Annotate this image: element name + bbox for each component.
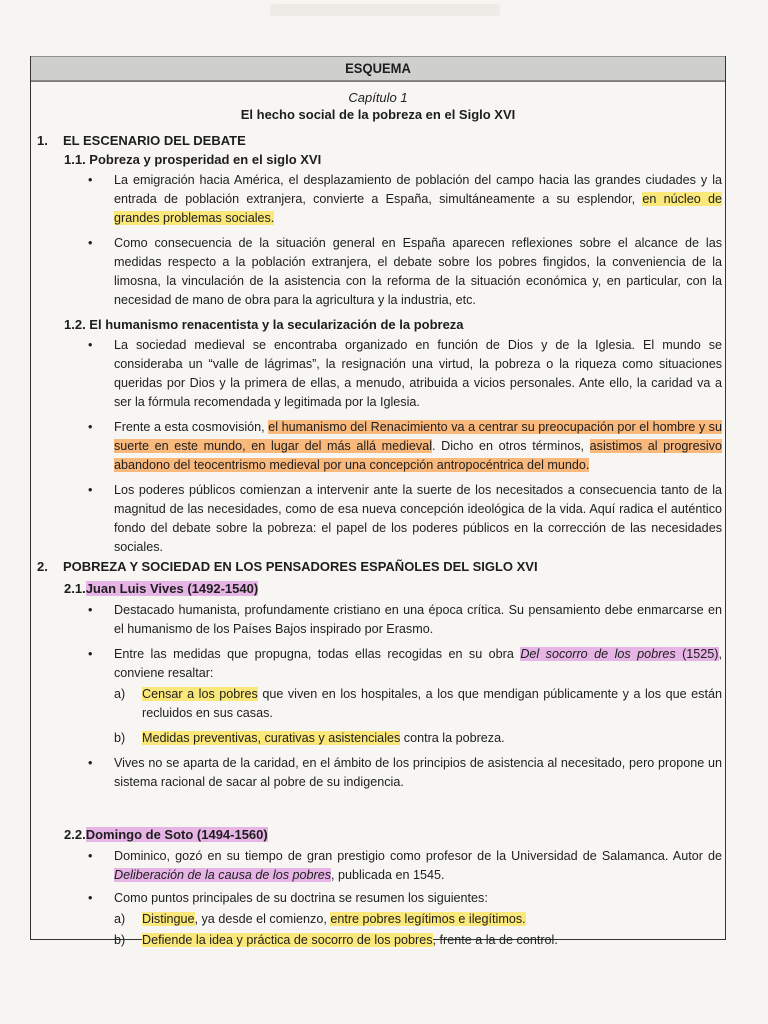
list-item: • Destacado humanista, profundamente cristiano en una época crítica. Su pensamiento debe enmarcarse en el humanismo de los Países Bajos inspirado por Erasmo. xyxy=(88,603,722,636)
schema-header: ESQUEMA xyxy=(31,56,725,81)
section-title: EL ESCENARIO DEL DEBATE xyxy=(63,133,246,148)
highlight: Deliberación de la causa de los pobres xyxy=(114,868,332,882)
section-1-heading xyxy=(37,131,246,150)
lettered-item: a) Distingue, ya desde el comienzo, entre pobres legítimos e ilegítimos. xyxy=(114,912,526,926)
section-number: 1. xyxy=(37,133,48,148)
highlight: Domingo de Soto (1494-1560) xyxy=(85,827,268,842)
highlight: asistimos al progresivo abandono del teocentrismo medieval por una concepción antropocéntrica del mundo. xyxy=(114,439,722,472)
bullet-list xyxy=(86,336,722,557)
list-item: • Como consecuencia de la situación general en España aparecen reflexiones sobre el alcance de las medidas respecto a la población extranjera, el debate sobre los pobres fingidos, la conveniencia de la limosna, la vinculación de la asistencia con la reforma de la situación económica y, en particular, con la necesidad de mano de obra para la agricultura y la industria, etc. xyxy=(88,236,722,307)
bullet-icon: • xyxy=(88,338,93,352)
bullet-list xyxy=(86,847,722,950)
list-item: • La sociedad medieval se encontraba organizado en función de Dios y de la Iglesia. El mundo se consideraba un “valle de lágrimas”, la resignación una virtud, la pobreza o la riqueza como situaciones queridas por Dios y la primera de ellas, a menudo, atribuida a vicios personales. Ante ello, la caridad va a ser la fórmula recomendada y legitimada por la Iglesia. xyxy=(88,338,722,409)
bullet-icon: • xyxy=(88,236,93,250)
section-2-heading xyxy=(37,557,538,576)
section-number: 2. xyxy=(37,559,48,574)
lettered-item: a) Censar a los pobres que viven en los hospitales, a los que mendigan públicamente y a los que están recluidos en sus casas. xyxy=(114,687,722,720)
bullet-icon: • xyxy=(88,647,93,661)
list-item: • Como puntos principales de su doctrina se resumen los siguientes: a) Distingue, ya desde el comienzo, entre pobres legítimos e ilegítimos. b) Defiende la idea y práctica de socorro de los pobres, frente a la de control. xyxy=(86,889,722,950)
schema-box xyxy=(30,56,726,947)
subsection-2-2-heading: 2.2.Domingo de Soto (1494-1560) xyxy=(64,827,268,842)
bullet-icon: • xyxy=(88,891,93,905)
bullet-icon: • xyxy=(88,756,93,770)
bullet-icon: • xyxy=(88,603,93,617)
chapter-title: El hecho social de la pobreza en el Siglo XVI xyxy=(240,107,516,122)
bullet-icon: • xyxy=(88,483,93,497)
section-title: POBREZA Y SOCIEDAD EN LOS PENSADORES ESPAÑOLES DEL SIGLO XVI xyxy=(63,559,538,574)
list-item: • La emigración hacia América, el desplazamiento de población del campo hacia las grandes ciudades y la entrada de población extranjera, convierte a España, simultáneamente a su esplendor, en núcleo de grandes problemas sociales. xyxy=(88,173,722,225)
highlight: en núcleo de grandes problemas sociales. xyxy=(114,192,722,225)
highlight: Defiende la idea y práctica de socorro de los pobres xyxy=(142,933,433,947)
bullet-icon: • xyxy=(88,849,93,863)
highlight: Medidas preventivas, curativas y asistenciales xyxy=(142,731,401,745)
subsection-1-2-heading: 1.2. El humanismo renacentista y la secularización de la pobreza xyxy=(64,317,464,332)
list-item: • Vives no se aparta de la caridad, en el ámbito de los principios de asistencia al necesitado, pero propone un sistema racional de sacar al pobre de su indigencia. xyxy=(88,756,722,789)
bullet-icon: • xyxy=(88,173,93,187)
highlight: Censar a los pobres xyxy=(142,687,258,701)
highlight: Del socorro de los pobres (1525) xyxy=(520,647,719,661)
bullet-list xyxy=(86,601,722,792)
highlight: Distingue xyxy=(142,912,195,926)
bleed-through-text xyxy=(270,4,500,16)
bullet-icon: • xyxy=(88,420,93,434)
highlight: el humanismo del Renacimiento va a centrar su preocupación por el hombre y su suerte en este mundo, en lugar del más allá medieval xyxy=(114,420,722,453)
lettered-item: b) Medidas preventivas, curativas y asistenciales contra la pobreza. xyxy=(114,731,505,745)
list-item: • Los poderes públicos comienzan a intervenir ante la suerte de los necesitados a consecuencia tanto de la magnitud de las necesidades, como de esa nueva concepción ideológica de la vida. Aquí radica el auténtico fondo del debate sobre la pobreza: el papel de los poderes públicos en la corrección de las necesidades sociales. xyxy=(88,483,722,554)
chapter-label: Capítulo 1 xyxy=(348,90,408,105)
bullet-list xyxy=(86,171,722,310)
subsection-1-1-heading: 1.1. Pobreza y prosperidad en el siglo XVI xyxy=(64,152,322,167)
list-item: • Frente a esta cosmovisión, el humanismo del Renacimiento va a centrar su preocupación por el hombre y su suerte en este mundo, en lugar del más allá medieval. Dicho en otros términos, asistimos al progresivo abandono del teocentrismo medieval por una concepción antropocéntrica del mundo. xyxy=(88,420,722,472)
list-item: • Entre las medidas que propugna, todas ellas recogidas en su obra Del socorro de los pobres (1525), conviene resaltar: a) Censar a los pobres que viven en los hospitales, a los que mendigan públicamente y a los que están recluidos en sus casas. b) Medidas preventivas, curativas y asistenciales contra la pobreza. xyxy=(86,645,722,748)
highlight: Juan Luis Vives (1492-1540) xyxy=(85,581,259,596)
subsection-2-1-heading: 2.1.Juan Luis Vives (1492-1540) xyxy=(64,581,259,596)
lettered-item: b) Defiende la idea y práctica de socorro de los pobres, frente a la de control. xyxy=(114,933,558,947)
list-item: • Dominico, gozó en su tiempo de gran prestigio como profesor de la Universidad de Salamanca. Autor de Deliberación de la causa de los pobres, publicada en 1545. xyxy=(88,849,722,882)
highlight: entre pobres legítimos e ilegítimos. xyxy=(330,912,526,926)
